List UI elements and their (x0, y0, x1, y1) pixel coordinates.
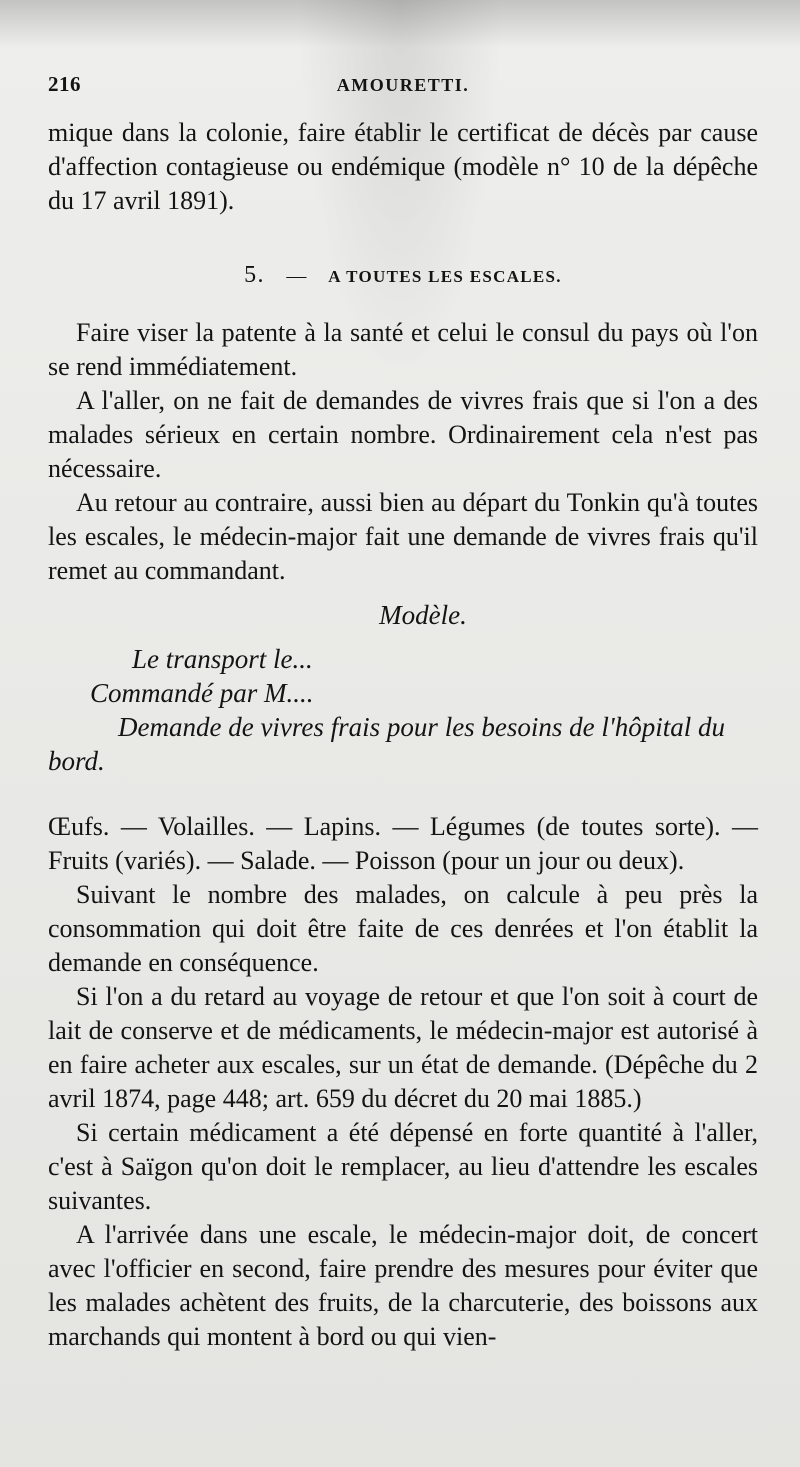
page-content (48, 72, 758, 1354)
model-line-commander: Commandé par M.... (90, 678, 314, 708)
paragraph-retour: Au retour au contraire, aussi bien au départ du Tonkin qu'à toutes les escales, le médecin-major fait une demande de vivres frais qu'il remet au commandant. (48, 488, 758, 585)
model-line-demand: Demande de vivres frais pour les besoins de l'hôpital du bord. (48, 712, 725, 776)
paragraph-continued: mique dans la colonie, faire établir le certificat de décès par cause d'affection contagieuse ou endémique (modèle n° 10 de la dépêche du 17 avril 1891). (48, 118, 758, 215)
page-header (48, 72, 758, 102)
model-line-transport: Le transport le... (132, 644, 313, 674)
food-list-paragraph: Œufs. — Volailles. — Lapins. — Légumes (de toutes sorte). — Fruits (variés). — Salade. — Poisson (pour un jour ou deux). (48, 812, 758, 875)
section-title: A TOUTES LES ESCALES. (328, 267, 562, 286)
vertical-spacer (48, 778, 758, 810)
page-number: 216 (48, 72, 81, 96)
section-number: 5. (244, 262, 265, 288)
model-heading: Modèle. (379, 600, 467, 630)
section-dash: — (286, 265, 308, 287)
paragraph-consommation: Suivant le nombre des malades, on calcule à peu près la consommation qui doit être faite de ces denrées et l'on établit la demande en conséquence. (48, 880, 758, 977)
paragraph-aller: A l'aller, on ne fait de demandes de vivres frais que si l'on a des malades sérieux en certain nombre. Ordinairement cela n'est pas nécessaire. (48, 386, 758, 483)
paragraph-arrivee: A l'arrivée dans une escale, le médecin-major doit, de concert avec l'officier en second, faire prendre des mesures pour éviter que les malades achètent des fruits, de la charcuterie, des boissons aux marchands qui montent à bord ou qui vien- (48, 1220, 758, 1351)
running-head: AMOURETTI. (336, 75, 470, 95)
paragraph-retard: Si l'on a du retard au voyage de retour et que l'on soit à court de lait de conserve et de médicaments, le médecin-major est autorisé à en faire acheter aux escales, sur un état de demande. (Dépêche du 2 avril 1874, page 448; art. 659 du décret du 20 mai 1885.) (48, 982, 758, 1113)
paragraph-medicament: Si certain médicament a été dépensé en forte quantité à l'aller, c'est à Saïgon qu'on doit le remplacer, au lieu d'attendre les escales suivantes. (48, 1118, 758, 1215)
paragraph-patente: Faire viser la patente à la santé et celui le consul du pays où l'on se rend immédiatement. (48, 318, 758, 381)
section-heading (48, 258, 758, 292)
